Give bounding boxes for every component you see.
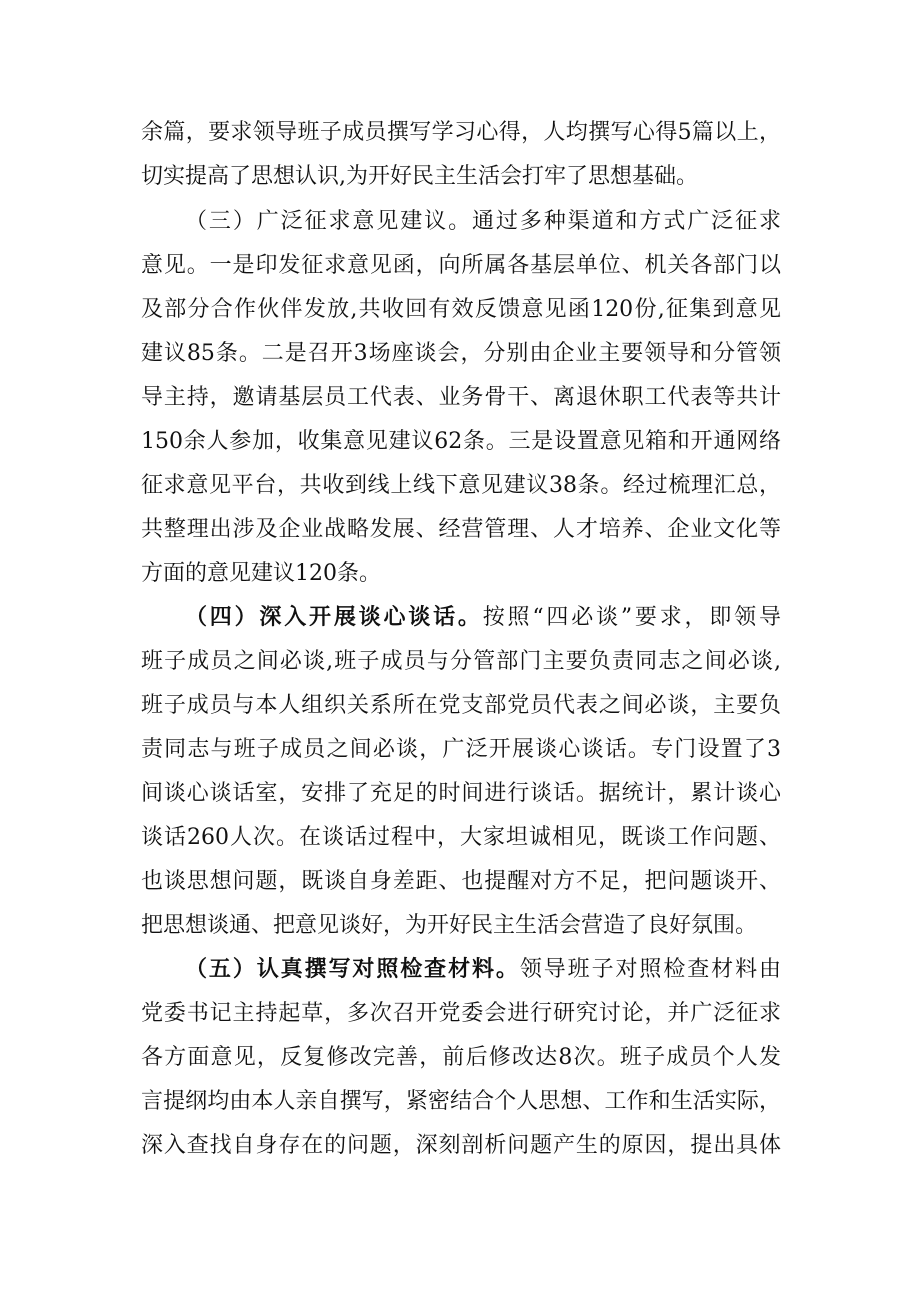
text-line: 间谈心谈话室，安排了充足的时间进行谈话。据统计，累计谈心 (141, 781, 781, 806)
text-line: 把思想谈通、把意见谈好，为开好民主生活会营造了良好氛围。 (141, 913, 758, 938)
text-line: 党委书记主持起草，多次召开党委会进行研究讨论，并广泛征求 (141, 1001, 781, 1026)
section-five-first-line (185, 950, 781, 990)
text-line: 及部分合作伙伴发放,共收回有效反馈意见函120份,征集到意见 (141, 297, 781, 322)
text-line: 征求意见平台，共收到线上线下意见建议38条。经过梳理汇总， (141, 473, 781, 498)
text-line: 各方面意见，反复修改完善，前后修改达8次。班子成员个人发 (141, 1045, 781, 1070)
section-five-heading: （五）认真撰写对照检查材料。 (185, 957, 520, 982)
section-four-heading: （四）深入开展谈心谈话。 (185, 605, 483, 630)
text-line: 切实提高了思想认识,为开好民主生活会打牢了思想基础。 (141, 164, 698, 189)
text-line: 建议85条。二是召开3场座谈会，分别由企业主要领导和分管领 (141, 341, 781, 366)
text-line: 也谈思想问题，既谈自身差距、也提醒对方不足，把问题谈开、 (141, 869, 781, 894)
text-line: 谈话260人次。在谈话过程中，大家坦诚相见，既谈工作问题、 (141, 825, 781, 850)
text-line: 深入查找自身存在的问题，深刻剖析问题产生的原因，提出具体 (141, 1133, 781, 1158)
text-line: 150余人参加，收集意见建议62条。三是设置意见箱和开通网络 (141, 429, 781, 454)
text-line: 按照“四必谈”要求，即领导 (482, 605, 781, 630)
text-line: 余篇，要求领导班子成员撰写学习心得，人均撰写心得5篇以上， (141, 120, 781, 145)
text-line: 共整理出涉及企业战略发展、经营管理、人才培养、企业文化等 (141, 517, 781, 542)
text-line: 班子成员与本人组织关系所在党支部党员代表之间必谈，主要负 (141, 693, 781, 718)
text-line: 意见。一是印发征求意见函，向所属各基层单位、机关各部门以 (141, 253, 781, 278)
text-line: 导主持，邀请基层员工代表、业务骨干、离退休职工代表等共计 (141, 385, 781, 410)
text-line: 方面的意见建议120条。 (141, 561, 381, 586)
text-line: 领导班子对照检查材料由 (519, 957, 781, 982)
text-line: 班子成员之间必谈,班子成员与分管部门主要负责同志之间必谈, (141, 649, 781, 674)
text-line: 言提纲均由本人亲自撰写，紧密结合个人思想、工作和生活实际， (141, 1089, 781, 1114)
text-line: （三）广泛征求意见建议。通过多种渠道和方式广泛征求 (185, 209, 781, 234)
section-four-first-line (185, 598, 781, 638)
text-line: 责同志与班子成员之间必谈，广泛开展谈心谈话。专门设置了3 (141, 737, 781, 762)
